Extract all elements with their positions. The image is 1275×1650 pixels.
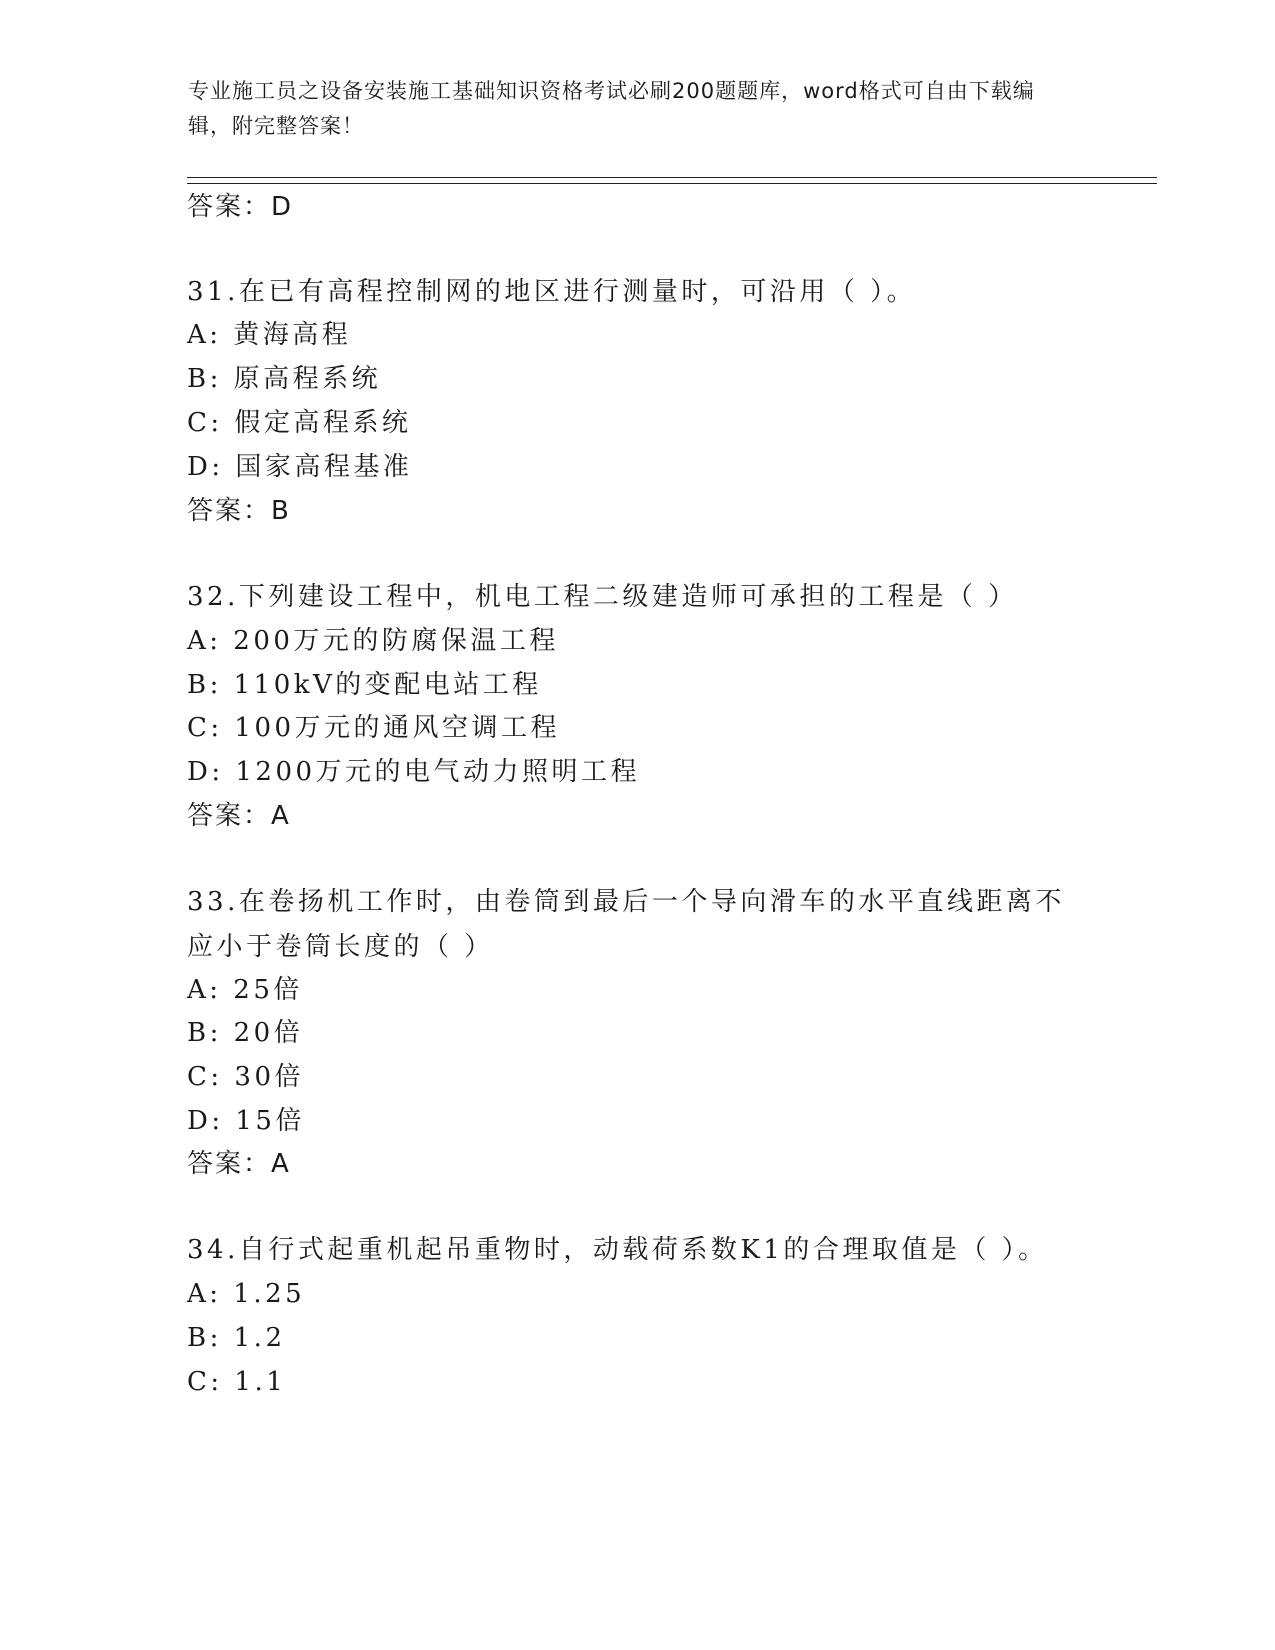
option-b: B: 1.2 <box>187 1323 286 1353</box>
question-stem: 32.下列建设工程中，机电工程二级建造师可承担的工程是（ ） <box>187 582 1018 612</box>
answer-line: 答案：D <box>187 192 294 222</box>
option-c: C: 1.1 <box>187 1367 287 1397</box>
option-a: A: 黄海高程 <box>187 320 352 350</box>
option-c: C: 30倍 <box>187 1062 305 1092</box>
answer-line: 答案：B <box>187 496 291 526</box>
answer-line: 答案：A <box>187 801 291 831</box>
option-a: A: 25倍 <box>187 975 303 1005</box>
option-d: D: 15倍 <box>187 1106 305 1136</box>
option-a: A: 1.25 <box>187 1279 306 1309</box>
header-divider-bottom <box>187 183 1157 184</box>
option-b: B: 20倍 <box>187 1018 304 1048</box>
option-b: B: 110kV的变配电站工程 <box>187 670 542 700</box>
option-c: C: 100万元的通风空调工程 <box>187 713 561 743</box>
page-header-title: 专业施工员之设备安装施工基础知识资格考试必刷200题题库，word格式可自由下载编辑，附完整答案！ <box>188 79 1035 138</box>
question-stem: 31.在已有高程控制网的地区进行测量时，可沿用（ ）。 <box>187 277 917 307</box>
header-divider-top <box>187 177 1157 178</box>
option-c: C: 假定高程系统 <box>187 408 412 438</box>
option-a: A: 200万元的防腐保温工程 <box>187 626 559 656</box>
option-d: D: 国家高程基准 <box>187 452 413 482</box>
option-d: D: 1200万元的电气动力照明工程 <box>187 757 641 787</box>
question-stem: 34.自行式起重机起吊重物时，动载荷系数K1的合理取值是（ ）。 <box>187 1235 1048 1265</box>
question-stem: 33.在卷扬机工作时，由卷筒到最后一个导向滑车的水平直线距离不应小于卷筒长度的（ ） <box>187 887 1065 962</box>
answer-line: 答案：A <box>187 1149 291 1179</box>
option-b: B: 原高程系统 <box>187 364 382 394</box>
